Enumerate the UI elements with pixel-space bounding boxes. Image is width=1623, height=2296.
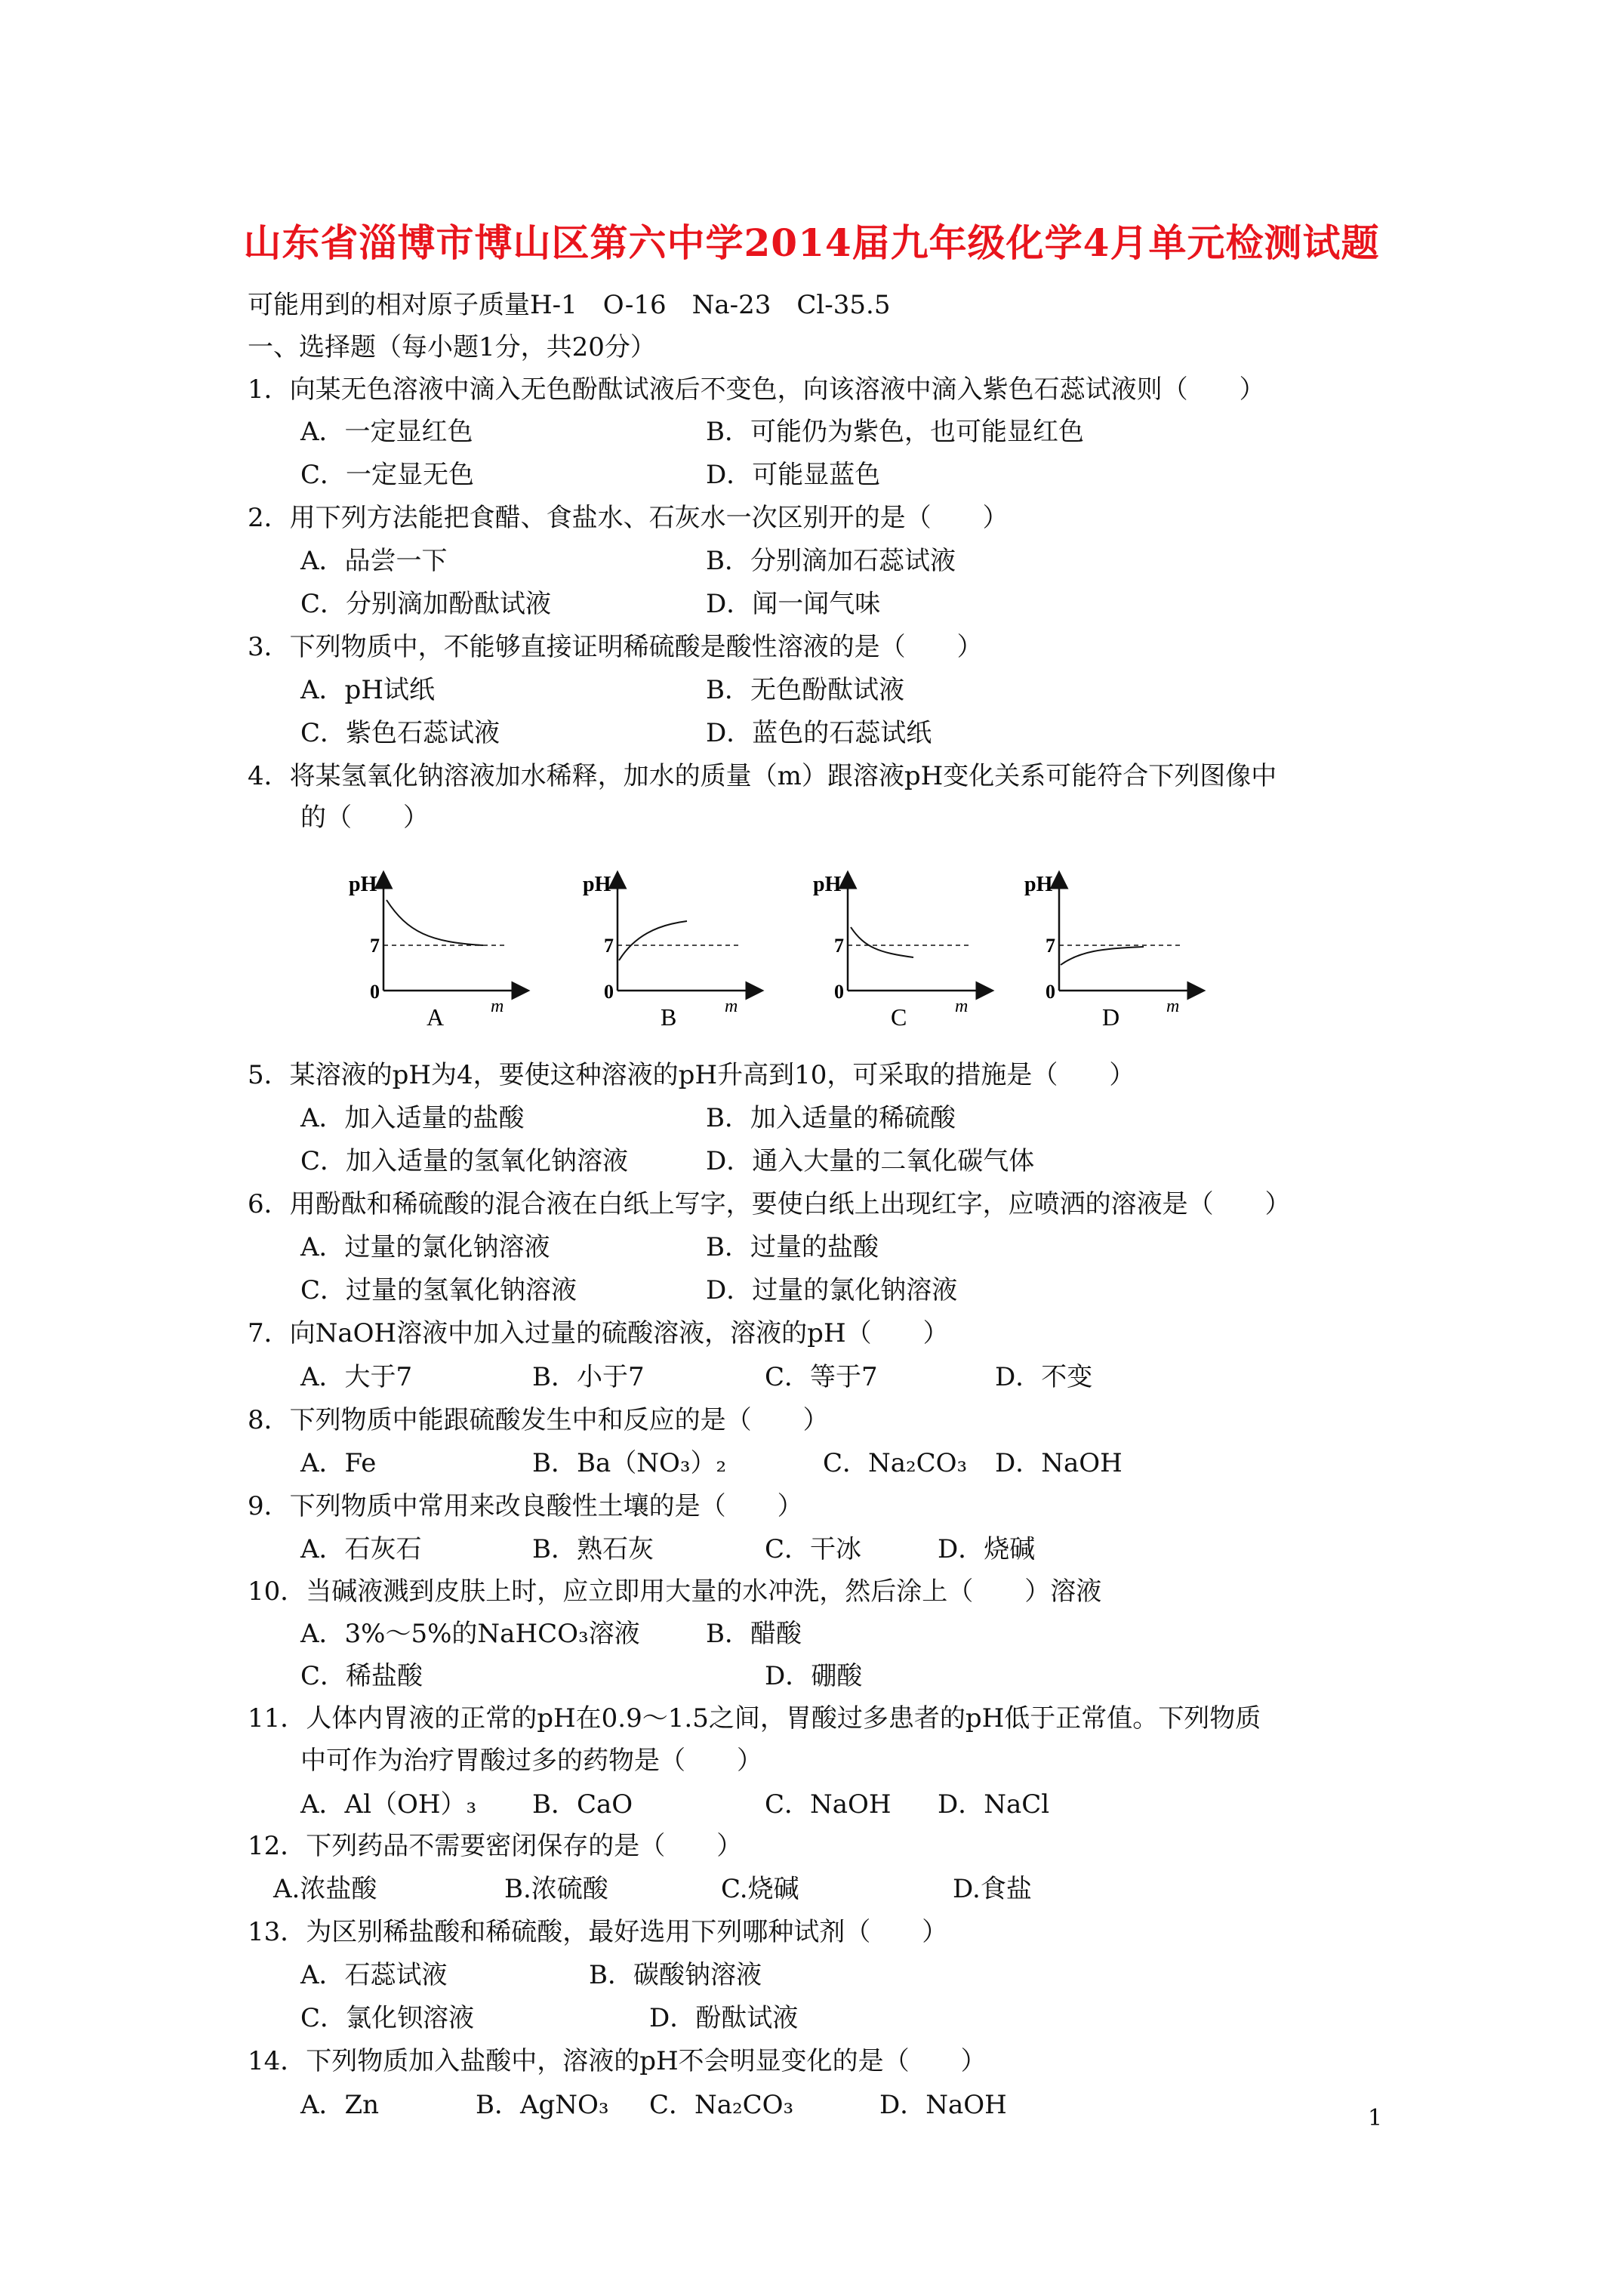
question-11-stem: 11．人体内胃液的正常的pH在0.9～1.5之间，胃酸过多患者的pH低于正常值。下列物质: [248, 1703, 1261, 1734]
graph-c-origin: 0: [834, 981, 844, 1003]
q5-option-c: C．加入适量的氢氧化钠溶液: [300, 1146, 629, 1176]
q8-option-a: A．Fe: [300, 1448, 377, 1478]
q13-option-b: B．碳酸钠溶液: [589, 1960, 762, 1990]
q13-option-a: A．石蕊试液: [300, 1960, 448, 1990]
q10-option-a: A．3%～5%的NaHCO₃溶液: [300, 1619, 640, 1649]
q9-option-a: A．石灰石: [300, 1534, 422, 1564]
graph-b-ref: 7: [604, 935, 614, 957]
q7-option-b: B．小于7: [532, 1362, 645, 1392]
q13-option-d: D．酚酞试液: [649, 2003, 799, 2033]
graph-d-ylabel: pH: [1024, 873, 1053, 896]
q9-option-d: D．烧碱: [938, 1534, 1036, 1564]
q12-option-b: B.浓硫酸: [504, 1874, 608, 1904]
q10-option-d: D．硼酸: [765, 1661, 863, 1691]
graph-b-label: B: [661, 1003, 677, 1031]
q14-option-a: A．Zn: [300, 2090, 380, 2120]
graph-a-label: A: [427, 1003, 445, 1031]
q7-option-d: D．不变: [995, 1362, 1093, 1392]
q6-option-d: D．过量的氯化钠溶液: [706, 1275, 958, 1305]
graph-b-ylabel: pH: [583, 873, 611, 896]
q2-option-c: C．分别滴加酚酞试液: [300, 589, 552, 619]
q5-option-a: A．加入适量的盐酸: [300, 1103, 525, 1133]
atomic-mass-line: 可能用到的相对原子质量H-1 O-16 Na-23 Cl-35.5: [248, 290, 891, 320]
q11-option-d: D．NaCl: [938, 1789, 1050, 1820]
graph-c-ylabel: pH: [813, 873, 842, 896]
q8-option-d: D．NaOH: [995, 1448, 1123, 1478]
ph-graphs: [332, 868, 1238, 1034]
graph-a-origin: 0: [370, 981, 380, 1003]
q8-option-b: B．Ba（NO₃）₂: [532, 1448, 727, 1478]
q2-option-b: B．分别滴加石蕊试液: [706, 546, 956, 576]
graph-d-origin: 0: [1046, 981, 1055, 1003]
graph-d-xlabel: m: [1166, 997, 1180, 1016]
q8-option-c: C．Na₂CO₃: [823, 1448, 968, 1478]
page-title: 山东省淄博市博山区第六中学2014届九年级化学4月单元检测试题: [243, 220, 1380, 265]
q1-option-b: B．可能仍为紫色，也可能显红色: [706, 417, 1084, 447]
graph-d-label: D: [1102, 1003, 1120, 1031]
q3-option-b: B．无色酚酞试液: [706, 675, 904, 705]
q14-option-c: C．Na₂CO₃: [649, 2090, 794, 2120]
question-5-stem: 5．某溶液的pH为4，要使这种溶液的pH升高到10，可采取的措施是（ ）: [248, 1060, 1135, 1090]
q11-option-a: A．Al（OH）₃: [300, 1789, 477, 1820]
question-10-stem: 10．当碱液溅到皮肤上时，应立即用大量的水冲洗，然后涂上（ ）溶液: [248, 1576, 1102, 1607]
q1-option-a: A．一定显红色: [300, 417, 473, 447]
question-3-stem: 3．下列物质中，不能够直接证明稀硫酸是酸性溶液的是（ ）: [248, 632, 983, 662]
q14-option-b: B．AgNO₃: [476, 2090, 609, 2120]
question-1-stem: 1．向某无色溶液中滴入无色酚酞试液后不变色，向该溶液中滴入紫色石蕊试液则（ ）: [248, 374, 1265, 405]
graph-panel-d: [1024, 873, 1196, 1031]
graph-a-ylabel: pH: [349, 873, 377, 896]
q7-option-c: C．等于7: [765, 1362, 878, 1392]
q3-option-a: A．pH试纸: [300, 675, 435, 705]
question-9-stem: 9．下列物质中常用来改良酸性土壤的是（ ）: [248, 1491, 803, 1521]
question-2-stem: 2．用下列方法能把食醋、食盐水、石灰水一次区别开的是（ ）: [248, 503, 1009, 533]
question-7-stem: 7．向NaOH溶液中加入过量的硫酸溶液，溶液的pH（ ）: [248, 1318, 949, 1348]
q11-option-c: C．NaOH: [765, 1789, 892, 1820]
question-4-stem-cont: 的（ ）: [300, 803, 429, 833]
graph-a-xlabel: m: [491, 997, 504, 1016]
q2-option-d: D．闻一闻气味: [706, 589, 881, 619]
q9-option-c: C．干冰: [765, 1534, 862, 1564]
q1-option-c: C．一定显无色: [300, 460, 475, 490]
graph-panel-c: [813, 873, 985, 1031]
q9-option-b: B．熟石灰: [532, 1534, 654, 1564]
q6-option-c: C．过量的氢氧化钠溶液: [300, 1275, 577, 1305]
q6-option-a: A．过量的氯化钠溶液: [300, 1232, 550, 1262]
q12-option-c: C.烧碱: [721, 1874, 799, 1904]
q7-option-a: A．大于7: [300, 1362, 413, 1392]
q5-option-b: B．加入适量的稀硫酸: [706, 1103, 956, 1133]
q1-option-d: D．可能显蓝色: [706, 460, 881, 490]
q2-option-a: A．品尝一下: [300, 546, 448, 576]
question-11-stem-cont: 中可作为治疗胃酸过多的药物是（ ）: [300, 1746, 762, 1776]
q12-option-a: A.浓盐酸: [273, 1874, 377, 1904]
graph-c-label: C: [891, 1003, 907, 1031]
graph-a-ref: 7: [370, 935, 380, 957]
question-8-stem: 8．下列物质中能跟硫酸发生中和反应的是（ ）: [248, 1405, 829, 1435]
q3-option-d: D．蓝色的石蕊试纸: [706, 718, 932, 748]
q3-option-c: C．紫色石蕊试液: [300, 718, 500, 748]
q6-option-b: B．过量的盐酸: [706, 1232, 879, 1262]
graph-b-origin: 0: [604, 981, 614, 1003]
q12-option-d: D.食盐: [953, 1874, 1032, 1904]
q10-option-b: B．醋酸: [706, 1619, 802, 1649]
question-6-stem: 6．用酚酞和稀硫酸的混合液在白纸上写字，要使白纸上出现红字，应喷洒的溶液是（ ）: [248, 1189, 1291, 1219]
q5-option-d: D．通入大量的二氧化碳气体: [706, 1146, 1035, 1176]
q13-option-c: C．氯化钡溶液: [300, 2003, 475, 2033]
graph-b-xlabel: m: [725, 997, 738, 1016]
question-4-stem: 4．将某氢氧化钠溶液加水稀释，加水的质量（m）跟溶液pH变化关系可能符合下列图像中: [248, 761, 1277, 791]
question-12-stem: 12．下列药品不需要密闭保存的是（ ）: [248, 1831, 743, 1861]
graph-d-ref: 7: [1046, 935, 1055, 957]
q10-option-c: C．稀盐酸: [300, 1661, 423, 1691]
graph-c-xlabel: m: [955, 997, 969, 1016]
q11-option-b: B．CaO: [532, 1789, 633, 1820]
question-13-stem: 13．为区别稀盐酸和稀硫酸，最好选用下列哪种试剂（ ）: [248, 1917, 948, 1947]
page-number: 1: [1368, 2105, 1383, 2131]
question-14-stem: 14．下列物质加入盐酸中，溶液的pH不会明显变化的是（ ）: [248, 2046, 987, 2076]
graph-panel-b: [583, 873, 755, 1031]
section-heading: 一、选择题（每小题1分，共20分）: [248, 332, 656, 362]
q14-option-d: D．NaOH: [879, 2090, 1007, 2120]
graph-panel-a: [349, 873, 521, 1031]
graph-c-ref: 7: [834, 935, 844, 957]
